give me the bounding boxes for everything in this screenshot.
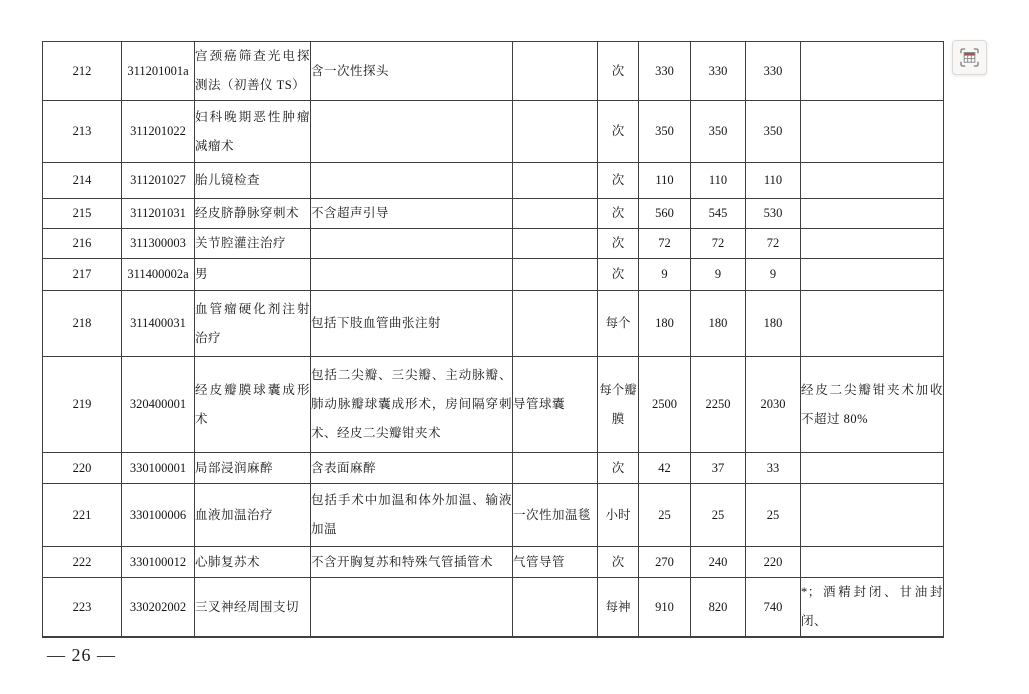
cell-code: 311400031 — [122, 291, 195, 357]
cell-item-name: 三叉神经周围支切 — [195, 578, 311, 638]
cell-item-name: 血管瘤硬化剂注射治疗 — [195, 291, 311, 357]
cell-description — [311, 259, 513, 291]
cell-price-1: 9 — [639, 259, 691, 291]
cell-item-name: 男 — [195, 259, 311, 291]
cell-price-3: 530 — [746, 199, 801, 229]
cell-notes — [801, 259, 944, 291]
cell-unit: 每个 — [598, 291, 639, 357]
cell-price-1: 72 — [639, 229, 691, 259]
table-row — [43, 484, 944, 547]
cell-price-1: 110 — [639, 163, 691, 199]
cell-item-name: 宫颈癌筛查光电探测法（初善仪 TS） — [195, 42, 311, 101]
cell-unit: 次 — [598, 453, 639, 484]
cell-code: 311300003 — [122, 229, 195, 259]
cell-seq: 222 — [43, 547, 122, 578]
cell-unit: 每个瓣膜 — [598, 357, 639, 453]
cell-price-3: 72 — [746, 229, 801, 259]
cell-seq: 219 — [43, 357, 122, 453]
cell-code: 311201022 — [122, 101, 195, 163]
cell-price-2: 330 — [691, 42, 746, 101]
cell-description — [311, 229, 513, 259]
cell-exclusion — [513, 578, 598, 638]
cell-code: 311201001a — [122, 42, 195, 101]
cell-unit: 次 — [598, 101, 639, 163]
cell-seq: 215 — [43, 199, 122, 229]
cell-item-name: 胎儿镜检查 — [195, 163, 311, 199]
cell-price-2: 180 — [691, 291, 746, 357]
cell-unit: 次 — [598, 229, 639, 259]
table-row — [43, 229, 944, 259]
cell-unit: 次 — [598, 259, 639, 291]
cell-item-name: 血液加温治疗 — [195, 484, 311, 547]
cell-seq: 217 — [43, 259, 122, 291]
cell-price-3: 330 — [746, 42, 801, 101]
cell-price-1: 270 — [639, 547, 691, 578]
cell-price-3: 180 — [746, 291, 801, 357]
cell-notes — [801, 199, 944, 229]
table-row — [43, 547, 944, 578]
cell-description — [311, 163, 513, 199]
cell-price-1: 180 — [639, 291, 691, 357]
cell-description: 含一次性探头 — [311, 42, 513, 101]
price-table-body — [43, 42, 944, 638]
cell-notes — [801, 163, 944, 199]
cell-exclusion — [513, 42, 598, 101]
cell-price-1: 2500 — [639, 357, 691, 453]
table-row — [43, 101, 944, 163]
table-row — [43, 578, 944, 638]
cell-price-1: 560 — [639, 199, 691, 229]
cell-exclusion: 一次性加温毯 — [513, 484, 598, 547]
cell-price-3: 350 — [746, 101, 801, 163]
cell-exclusion — [513, 229, 598, 259]
cell-description: 包括手术中加温和体外加温、输液加温 — [311, 484, 513, 547]
cell-exclusion — [513, 453, 598, 484]
cell-notes — [801, 291, 944, 357]
cell-notes: 经皮二尖瓣钳夹术加收不超过 80% — [801, 357, 944, 453]
table-row — [43, 291, 944, 357]
table-row — [43, 42, 944, 101]
cell-description: 包括下肢血管曲张注射 — [311, 291, 513, 357]
cell-unit: 次 — [598, 199, 639, 229]
cell-description — [311, 101, 513, 163]
cell-exclusion — [513, 259, 598, 291]
cell-exclusion: 气管导管 — [513, 547, 598, 578]
cell-item-name: 经皮瓣膜球囊成形术 — [195, 357, 311, 453]
cell-seq: 213 — [43, 101, 122, 163]
cell-code: 311201027 — [122, 163, 195, 199]
cell-price-1: 42 — [639, 453, 691, 484]
cell-price-2: 25 — [691, 484, 746, 547]
cell-unit: 每神 — [598, 578, 639, 638]
cell-code: 330202002 — [122, 578, 195, 638]
table-row — [43, 357, 944, 453]
cell-notes — [801, 229, 944, 259]
cell-item-name: 经皮脐静脉穿刺术 — [195, 199, 311, 229]
cell-price-3: 25 — [746, 484, 801, 547]
cell-exclusion — [513, 163, 598, 199]
cell-notes — [801, 547, 944, 578]
cell-notes — [801, 484, 944, 547]
table-row — [43, 259, 944, 291]
cell-seq: 223 — [43, 578, 122, 638]
cell-seq: 216 — [43, 229, 122, 259]
cell-price-2: 820 — [691, 578, 746, 638]
cell-price-1: 350 — [639, 101, 691, 163]
cell-seq: 214 — [43, 163, 122, 199]
table-row — [43, 199, 944, 229]
page-number: — 26 — — [47, 645, 116, 665]
cell-price-3: 2030 — [746, 357, 801, 453]
cell-seq: 212 — [43, 42, 122, 101]
cell-code: 311400002a — [122, 259, 195, 291]
cell-price-2: 350 — [691, 101, 746, 163]
table-row — [43, 453, 944, 484]
extract-table-button[interactable] — [952, 40, 987, 75]
table-row — [43, 163, 944, 199]
cell-description: 不含超声引导 — [311, 199, 513, 229]
cell-code: 330100006 — [122, 484, 195, 547]
cell-price-1: 910 — [639, 578, 691, 638]
cell-notes — [801, 453, 944, 484]
cell-item-name: 妇科晚期恶性肿瘤减瘤术 — [195, 101, 311, 163]
cell-price-2: 240 — [691, 547, 746, 578]
cell-seq: 218 — [43, 291, 122, 357]
cell-price-3: 220 — [746, 547, 801, 578]
cell-seq: 220 — [43, 453, 122, 484]
cell-seq: 221 — [43, 484, 122, 547]
cell-notes: *；酒精封闭、甘油封闭、 — [801, 578, 944, 638]
cell-exclusion — [513, 291, 598, 357]
cell-price-3: 110 — [746, 163, 801, 199]
cell-unit: 次 — [598, 42, 639, 101]
extract-table-icon — [959, 47, 980, 68]
cell-description: 含表面麻醉 — [311, 453, 513, 484]
price-table — [42, 41, 944, 638]
cell-price-2: 2250 — [691, 357, 746, 453]
cell-description — [311, 578, 513, 638]
cell-item-name: 心肺复苏术 — [195, 547, 311, 578]
cell-price-1: 330 — [639, 42, 691, 101]
cell-notes — [801, 101, 944, 163]
cell-price-2: 37 — [691, 453, 746, 484]
cell-exclusion — [513, 199, 598, 229]
cell-description: 包括二尖瓣、三尖瓣、主动脉瓣、肺动脉瓣球囊成形术，房间隔穿刺术、经皮二尖瓣钳夹术 — [311, 357, 513, 453]
cell-description: 不含开胸复苏和特殊气管插管术 — [311, 547, 513, 578]
cell-price-1: 25 — [639, 484, 691, 547]
cell-price-2: 9 — [691, 259, 746, 291]
cell-unit: 小时 — [598, 484, 639, 547]
cell-price-2: 545 — [691, 199, 746, 229]
cell-price-2: 110 — [691, 163, 746, 199]
cell-code: 330100001 — [122, 453, 195, 484]
cell-exclusion — [513, 101, 598, 163]
cell-price-3: 740 — [746, 578, 801, 638]
cell-price-3: 33 — [746, 453, 801, 484]
cell-price-3: 9 — [746, 259, 801, 291]
cell-item-name: 局部浸润麻醉 — [195, 453, 311, 484]
cell-unit: 次 — [598, 163, 639, 199]
cell-code: 320400001 — [122, 357, 195, 453]
cell-exclusion: 导管球囊 — [513, 357, 598, 453]
cell-unit: 次 — [598, 547, 639, 578]
cell-code: 311201031 — [122, 199, 195, 229]
cell-code: 330100012 — [122, 547, 195, 578]
cell-item-name: 关节腔灌注治疗 — [195, 229, 311, 259]
cell-price-2: 72 — [691, 229, 746, 259]
cell-notes — [801, 42, 944, 101]
